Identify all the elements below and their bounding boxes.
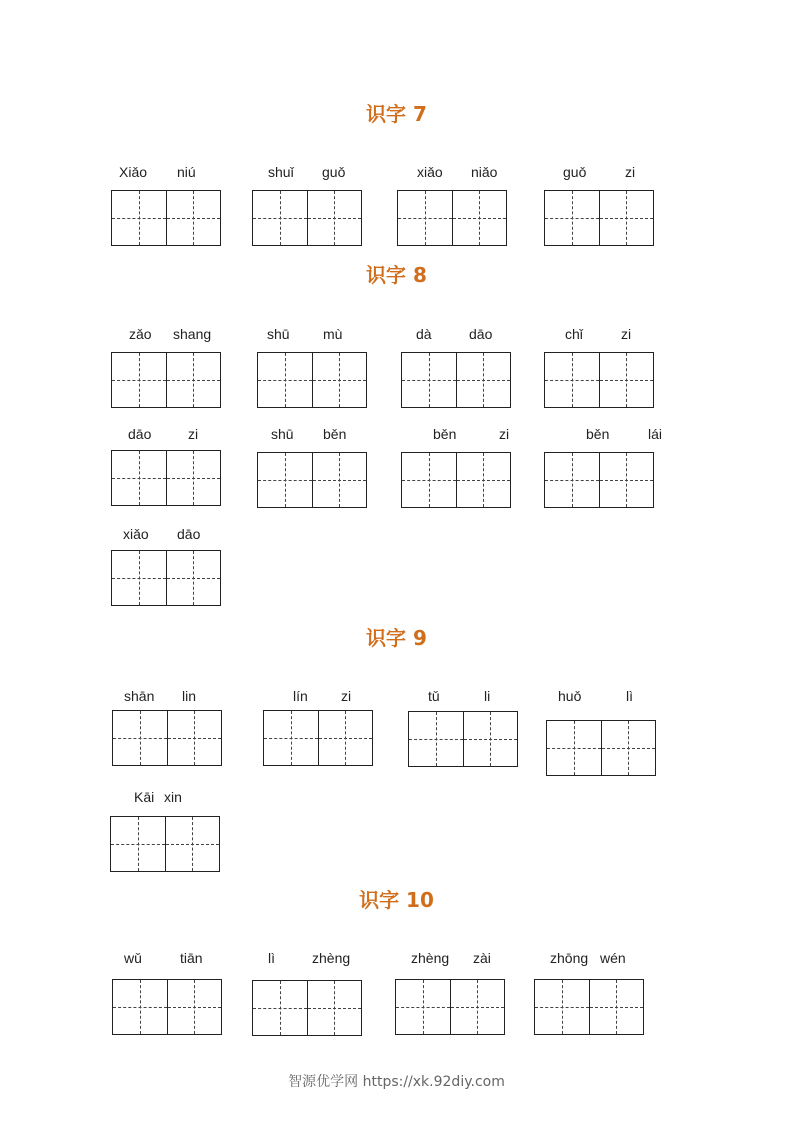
- tianzige-grid[interactable]: [544, 352, 654, 408]
- pinyin-label: zi: [625, 164, 636, 180]
- pinyin-label: dāo: [469, 326, 493, 342]
- pinyin-label: tiān: [180, 950, 203, 966]
- tianzige-grid[interactable]: [111, 190, 221, 246]
- pinyin-label: Kāi: [134, 789, 155, 805]
- pinyin-label: shū: [267, 326, 290, 342]
- pinyin-writing-item: [544, 426, 668, 512]
- pinyin-label: zǎo: [129, 326, 152, 342]
- pinyin-label: huǒ: [558, 688, 582, 704]
- pinyin-writing-item: [110, 789, 222, 875]
- tianzige-grid[interactable]: [112, 979, 222, 1035]
- section-title: 识字 8: [366, 263, 427, 287]
- pinyin-label: shū: [271, 426, 294, 442]
- footer-watermark: 智源优学网 https://xk.92diy.com: [288, 1074, 505, 1090]
- tianzige-grid[interactable]: [111, 352, 221, 408]
- pinyin-label: li: [484, 688, 491, 704]
- pinyin-label: lái: [648, 426, 663, 442]
- pinyin-label: dāo: [128, 426, 152, 442]
- tianzige-grid[interactable]: [395, 979, 505, 1035]
- tianzige-grid[interactable]: [401, 352, 511, 408]
- tianzige-grid[interactable]: [401, 452, 511, 508]
- pinyin-label: běn: [323, 426, 347, 442]
- pinyin-writing-item: [111, 326, 223, 412]
- pinyin-label: Xiǎo: [119, 164, 148, 180]
- pinyin-label: xiǎo: [417, 164, 443, 180]
- pinyin-writing-item: [395, 950, 507, 1036]
- pinyin-writing-item: [252, 950, 364, 1036]
- pinyin-label: dāo: [177, 526, 201, 542]
- tianzige-grid[interactable]: [546, 720, 656, 776]
- tianzige-grid[interactable]: [111, 550, 221, 606]
- pinyin-writing-item: [401, 326, 513, 412]
- pinyin-label: xin: [164, 789, 182, 805]
- pinyin-writing-item: [252, 164, 364, 250]
- pinyin-label: lín: [293, 688, 308, 704]
- tianzige-grid[interactable]: [544, 452, 654, 508]
- pinyin-writing-item: [401, 426, 513, 512]
- pinyin-writing-item: [534, 950, 646, 1036]
- pinyin-label: lì: [268, 950, 275, 966]
- tianzige-grid[interactable]: [111, 450, 221, 506]
- pinyin-writing-item: [263, 688, 375, 774]
- pinyin-label: běn: [433, 426, 457, 442]
- section-title: 识字 10: [359, 888, 434, 912]
- pinyin-label: zi: [341, 688, 352, 704]
- tianzige-grid[interactable]: [397, 190, 507, 246]
- pinyin-label: mù: [323, 326, 343, 342]
- pinyin-writing-item: [111, 526, 223, 612]
- tianzige-grid[interactable]: [257, 452, 367, 508]
- pinyin-label: dà: [416, 326, 432, 342]
- pinyin-label: niú: [177, 164, 196, 180]
- pinyin-writing-item: [544, 164, 656, 250]
- section-title: 识字 7: [366, 102, 427, 126]
- pinyin-label: chǐ: [565, 326, 583, 342]
- pinyin-writing-item: [544, 326, 656, 412]
- pinyin-label: tǔ: [428, 688, 440, 704]
- pinyin-label: lin: [182, 688, 197, 704]
- pinyin-label: wǔ: [124, 950, 142, 966]
- tianzige-grid[interactable]: [544, 190, 654, 246]
- pinyin-writing-item: [257, 426, 369, 512]
- pinyin-label: zi: [499, 426, 510, 442]
- pinyin-writing-item: [257, 326, 369, 412]
- section-title: 识字 9: [366, 626, 427, 650]
- pinyin-label: zhèng: [411, 950, 450, 966]
- pinyin-label: xiǎo: [123, 526, 149, 542]
- pinyin-writing-item: [546, 688, 660, 780]
- pinyin-label: zhèng: [312, 950, 351, 966]
- tianzige-grid[interactable]: [263, 710, 373, 766]
- pinyin-label: niǎo: [471, 164, 498, 180]
- pinyin-label: zài: [473, 950, 491, 966]
- pinyin-writing-item: [112, 688, 224, 774]
- pinyin-label: guǒ: [322, 164, 346, 180]
- pinyin-label: wén: [600, 950, 626, 966]
- pinyin-label: zi: [621, 326, 632, 342]
- tianzige-grid[interactable]: [534, 979, 644, 1035]
- pinyin-writing-item: [111, 164, 223, 250]
- pinyin-label: shuǐ: [268, 164, 294, 180]
- pinyin-label: běn: [586, 426, 610, 442]
- pinyin-label: lì: [626, 688, 633, 704]
- pinyin-label: guǒ: [563, 164, 587, 180]
- tianzige-grid[interactable]: [252, 980, 362, 1036]
- pinyin-writing-item: [397, 164, 509, 250]
- pinyin-label: shān: [124, 688, 155, 704]
- pinyin-label: zhōng: [550, 950, 589, 966]
- tianzige-grid[interactable]: [257, 352, 367, 408]
- tianzige-grid[interactable]: [110, 816, 220, 872]
- pinyin-writing-item: [111, 426, 223, 512]
- pinyin-writing-item: [408, 688, 520, 774]
- pinyin-writing-item: [112, 950, 224, 1036]
- pinyin-label: zi: [188, 426, 199, 442]
- tianzige-grid[interactable]: [112, 710, 222, 766]
- pinyin-label: shang: [173, 326, 212, 342]
- tianzige-grid[interactable]: [252, 190, 362, 246]
- tianzige-grid[interactable]: [408, 711, 518, 767]
